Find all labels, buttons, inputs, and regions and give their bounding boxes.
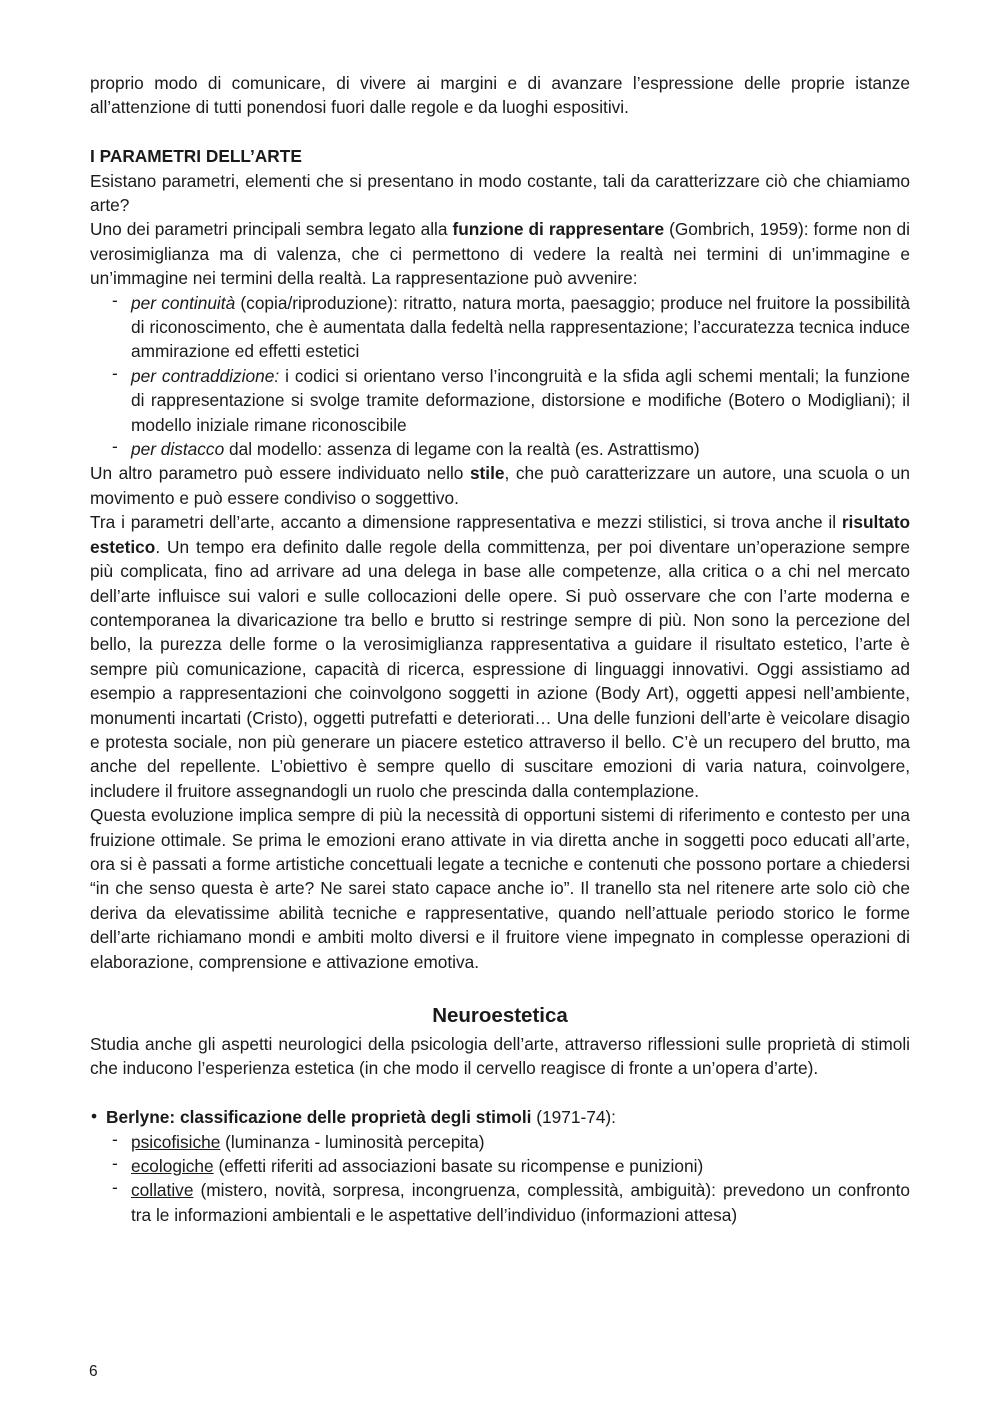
section-title-parametri: I PARAMETRI DELL’ARTE <box>90 146 302 167</box>
bold-term-risultato: risultato estetico <box>90 512 910 557</box>
dash-marker: - <box>112 362 118 383</box>
list-item <box>90 1130 910 1154</box>
list-item-text: i codici si orientano verso l’incongruità e la sfida agli schemi mentali; la funzione di rappresentazione si svolge tramite deformazione, distorsione e modifiche (Botero o Modigliani); il modello iniziale rimane riconoscibile <box>131 365 910 435</box>
bullet-berlyne <box>90 1105 910 1129</box>
paragraph-question: Esistano parametri, elementi che si presentano in modo costante, tali da caratterizzare ciò che chiamiamo arte? <box>90 170 910 216</box>
list-item-text: (mistero, novità, sorpresa, incongruenza, complessità, ambiguità): prevedono un confronto tra le informazioni ambientali e le aspettative dell’individuo (informazioni attesa) <box>131 1180 910 1225</box>
document-page <box>90 71 910 1227</box>
text-run: (Gombrich, 1959): forme non di verosimiglianza ma di valenza, che ci permettono di vedere la realtà nei termini di un’immagine e un’immagine nei termini della realtà. La rappresentazione può avvenire: <box>90 219 910 289</box>
list-item-text: (effetti riferiti ad associazioni basate su ricompense e punizioni) <box>213 1156 704 1177</box>
spacer <box>90 1081 910 1105</box>
italic-term: per continuità <box>131 292 236 313</box>
italic-term: per distacco <box>131 439 225 460</box>
dash-marker: - <box>112 436 118 457</box>
rappresentazione-list <box>90 291 910 462</box>
list-item-text: dal modello: assenza di legame con la realtà (es. Astrattismo) <box>224 439 700 460</box>
list-item <box>90 291 910 364</box>
dash-marker: - <box>112 1128 118 1149</box>
paragraph-funzione <box>90 217 910 290</box>
list-item-text: (luminanza - luminosità percepita) <box>220 1131 485 1152</box>
list-item <box>90 1178 910 1227</box>
bold-term-funzione: funzione di rappresentare <box>452 219 665 240</box>
list-item <box>90 364 910 437</box>
underlined-term: ecologiche <box>131 1156 214 1177</box>
list-item <box>90 1154 910 1178</box>
paragraph-risultato-estetico <box>90 510 910 803</box>
heading-neuroestetica: Neuroestetica <box>432 1004 568 1028</box>
paragraph-evoluzione: Questa evoluzione implica sempre di più la necessità di opportuni sistemi di riferimento e contesto per una fruizione ottimale. Se prima le emozioni erano attivate in via diretta anche in soggetti poco educati all’arte, ora si è passati a forme artistiche concettuali legate a tecniche e contenuti che possono portare a chiedersi “in che senso questa è arte? Ne sarei stato capace anche io”. Il tranello sta nel ritenere arte solo ciò che deriva da elevatissime abilità tecniche e rappresentative, quando nell’attuale periodo storico le forme dell’arte richiamano mondi e ambiti molto diversi e il fruitore viene impegnato in complesse operazioni di elaborazione, comprensione e attivazione emotiva. <box>90 805 910 972</box>
stimoli-list <box>90 1130 910 1228</box>
text-run: , che può caratterizzare un autore, una scuola o un movimento e può essere condiviso o soggettivo. <box>90 463 910 508</box>
text-run: . Un tempo era definito dalle regole della committenza, per poi diventare un’operazione sempre più complicata, fino ad arrivare ad una delega in base alle competenze, alla critica o a chi nel mercato dell’arte influisce sui valori e sulle collocazioni delle opere. Si può osservare che con l’arte moderna e contemporanea la divaricazione tra bello e brutto si restringe sempre di più. Non sono la percezione del bello, la purezza delle forme o la verosimiglianza rappresentativa a guidare il risultato estetico, l’arte è sempre più comunicazione, capacità di ricerca, espressione di linguaggi innovativi. Oggi assistiamo ad esempio a rappresentazioni che coinvolgono soggetti in azione (Body Art), oggetti appesi nell’ambiente, monumenti incartati (Cristo), oggetti putrefatti e deteriorati… Una delle funzioni dell’arte è veicolare disagio e protesta sociale, non più generare un piacere estetico attraverso il bello. C’è un recupero del brutto, ma anche del repellente. L’obiettivo è sempre quello di suscitare emozioni di varia natura, coinvolgere, includere il fruitore assegnandogli un ruolo che prescinda dalla contemplazione. <box>90 536 910 801</box>
list-item-text: (copia/riproduzione): ritratto, natura morta, paesaggio; produce nel fruitore la possibilità di riconoscimento, che è aumentata dalla fedeltà nella rappresentazione; l’accuratezza tecnica induce ammirazione ed effetti estetici <box>131 292 910 362</box>
bold-term-stile: stile <box>469 463 505 484</box>
page-number: 6 <box>89 1363 98 1380</box>
dash-marker: - <box>112 1177 118 1198</box>
intro-paragraph: proprio modo di comunicare, di vivere ai margini e di avanzare l’espressione delle proprie istanze all’attenzione di tutti ponendosi fuori dalle regole e da luoghi espositivi. <box>90 73 910 118</box>
list-item <box>90 437 910 461</box>
underlined-term: psicofisiche <box>131 1131 221 1152</box>
bullet-marker: • <box>91 1106 98 1127</box>
text-run: Uno dei parametri principali sembra legato alla <box>90 219 453 240</box>
paragraph-neuroestetica-intro: Studia anche gli aspetti neurologici della psicologia dell’arte, attraverso riflessioni sulle proprietà di stimoli che inducono l’esperienza estetica (in che modo il cervello reagisce di fronte a un’opera d’arte). <box>90 1034 910 1079</box>
text-run: (1971-74): <box>531 1107 616 1128</box>
dash-marker: - <box>112 289 118 310</box>
spacer <box>90 120 910 144</box>
dash-marker: - <box>112 1153 118 1174</box>
bold-term-berlyne: Berlyne: classificazione delle proprietà degli stimoli <box>106 1107 532 1128</box>
text-run: Un altro parametro può essere individuato nello <box>90 463 470 484</box>
underlined-term: collative <box>131 1180 194 1201</box>
text-run: Tra i parametri dell’arte, accanto a dimensione rappresentativa e mezzi stilistici, si trova anche il <box>90 512 842 533</box>
paragraph-stile <box>90 461 910 510</box>
italic-term: per contraddizione: <box>131 365 280 386</box>
